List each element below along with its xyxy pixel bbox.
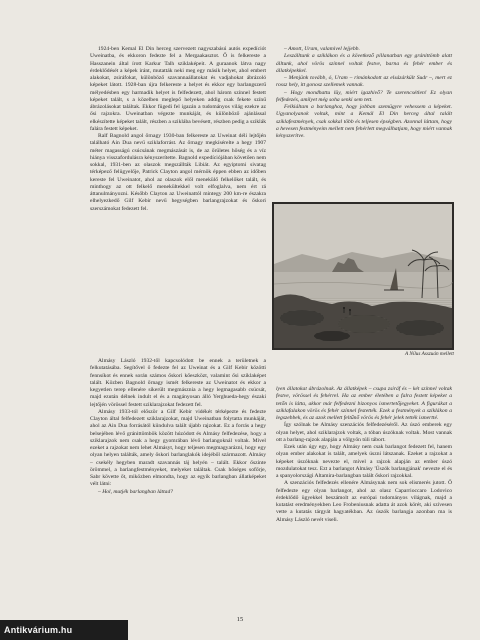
paragraph: Ralf Bagnold angol őrnagy 1930-ban felkereste az Uweinat déli lejtőjén található Ain Dua nevű sziklaforrást. Az őrnagy megkísérelte a hegy 1907 méter magasságú csúcsának megmászását is, de az őrületes hőség és a víz hiánya visszafordulásra kényszerítette. Bagnold expedíciójában követően nem sokkal, 1931-ben az olaszok megszállták Libiát. Az egyiptomi sivatag térképező felügyelője, Patrick Clayton angol mérnök éppen ebben az időben kereste fel Uweinatot, ahol az olaszok elől menekülő felkelőket talált, és minthogy az ott felkelő menekültekkel volt elfoglalva, nem ért rá áttanulmányozni. Később Clayton az Uweinattól mintegy 200 km-re északra elhelyezkedő Gilf Kebir nevű hegységben barlangrajzokat és őskori szerszámokat fedezett fel. — [90, 133, 266, 212]
paragraph: Almásy 1933-tól először a Gilf Kebir vidékét térképezte és fedezte Clayton által felfedezett sziklarajzokat, majd Uweinatban folytatta munkáját, ahol az Ain Dua forrásától kiindulva talált újabb rajzokat. Ez a forrás a hegy belsejében lévő gránittömbök között húzódott és Almásy felfedezése, hogy a sziklarajzok nem csak a hegy gyomrában lévő barlangoknál voltak. Mivel ezeket a rajzokat nem lehet Almásyt, hogy teljesen megmagyarázni, hogy egy olyan helyen találták, amely őskori barlanglakók idejéből származott. Almásy – csekély hegyben maradt szavannás táj helyén – talált. Ekkor őszinte örömmel, a barlangfestményeket, melyeket találtak. Csak hőséges sofőrje, Sabr követte őt, miközben elmondta, hogy az egyik barlangban állatképeket vélt látni: — [90, 408, 266, 488]
paragraph: A szenzációs felfedezés ellenére Almásynak nem sok elismerés jutott. Ő felfedezte egy olyan barlangot, ahol az olasz Caparrioccaro Lodovico érdeklődő ügyekkel beszámolt az európai tudományos világnak, majd a kutatást eredményekben Leo Frobeniusnak adatta át azok körét, aki szívesen vette a kutatás tárgyát hagyatékban. Az úszók barlangja azonban ma is Almásy László nevét viseli. — [276, 480, 452, 523]
text-column-left-bottom — [90, 358, 266, 600]
engraving-illustration — [272, 202, 454, 350]
paragraph: Almásy László 1932-től kapcsolódott be ennek a területnek a felkutatásába. Segítővel ő fedezte fel az Uweinat és a Gilf Kebir közötti fennsíkot és ennek során számos őskori kőeszközt, valamint ősi sziklaképet talált. Közben Bagnold őrnagy ismét felkereste az Uweinatot és ekkor a kegyetlen terep ellenére sikerült megmásznia a hegy legmagasabb csúcsát, majd ezután délnek indult el és a magányosan álló Yerghueda-hegy északi lejtőjén vörössel festett sziklarajzokat fedezett fel. — [90, 358, 266, 408]
quote-paragraph: – Amott, Uram, valamivel lejjebb. — [284, 46, 360, 52]
figure-caption: A Nílus Asszuán mellett — [405, 351, 454, 357]
paragraph: 1924-ben Kemal El Din herceg szervezett nagyszabású autós expedíciót Uweinatba, és ekkoron fedezte fel a Mergaakasztot. Ő is felkereste a Hasszanein által írott Karkur Talh sziklaképeit. A guraanok látva nagy érdeklődését a képek iránt, mutatták neki meg egy másik helyet, ahol embert alakokat, zsiráfokat, különböző szavannaállatokat és vadjahokat ábrázoló képeket látott. 1928-ban újra felkereste a helyet és ekkor egy barlangszerű mélyedésben egy harmadik helyet is felfedezett, ahol három színnel festett képeket talált, s a közelben meglepő helyeken addig csak fekete színű ábrázolásokat találtak. Ekkor fügedi fel igazán a tudományos világ ezekre az ősi rajzokra. Uweinatban végezte munkáját, és különböző ajánlással elkészítette képeket talált, részben a sziklába bevésett, részben pedig a sziklák falára festett képeket. — [90, 46, 266, 132]
text-column-left-top — [90, 46, 266, 212]
text-column-right-bottom — [276, 386, 452, 600]
quote-paragraph: Felkiáltam a barlanghoz, hogy jobban szemügyre vehessem a képeket. Ugyanolyanok voltak, mint a Kemál El Din herceg által talált sziklafestmények, csak sokkal több és teljesen épségben. Azonnal láttam, hogy a hevesen festményeim mellett nem fehérlett megválhatjam, hogy miért vannak kényszerítve. — [276, 104, 452, 139]
text-column-right-top — [276, 46, 452, 198]
paragraph: lyen állatokat ábrázolnak. Az állatképek – csupa zsiráf és – két színnel voltak festve, vörössel és fehérrel. Ha az ember életében a falra festett képeket a tetőn is látta, akkor már felfedezni bizonyos ismertetőjegyeket. A figurákat a sziklafalakon vörös és fehér színnel festették. Ezek a festmények a sziklákon a legszebbek, és az azok mellett feltűnő vörös és fehér jelek tették ismertté. — [276, 386, 452, 421]
page-number: 15 — [236, 616, 244, 623]
quote-paragraph: Leszálltunk a sziklákon és a következő pillanatban egy gránittömb alatt álltunk, ahol vörös színnel voltak festve, barna és fehér ember és állatképekkel. — [276, 53, 452, 74]
paragraph: Így szólnak be Almásy szenzációs felfedezéséről. Az úszó emberek egy olyan helyet, ahol sziklarajzok voltak, a tóban úszóknak voltak. Most vannak ott a barlang-rajzok alapján a völgyön túli tábort. — [276, 422, 452, 443]
quote-paragraph: – Menjünk tovább, ó, Uram – rimánkodott az elsázárkült Sudr –, mert ez rossz hely, itt gonosz szellemek vannak. — [276, 75, 452, 89]
nile-landscape-image — [272, 202, 454, 350]
paragraph: Ezek után úgy egy, hogy Almásy nem csak barlangot fedezett fel, hanem olyan ember alakokat is talált, amelyek úszni látszanak. Ezeket a rajzokat a képeket úszóknak nevezte el, mivel a rajzok alapján az ember úszó mozdulatokat tesz. Ezt a barlangot Almásy 'Úszók barlangjának' nevezte el és a spanyolországi Altamira-barlangban talált őskori rajzokkal. — [276, 444, 452, 479]
quote-paragraph: – Hol, mutjék barlangban láttad? — [98, 488, 174, 495]
quote-paragraph: – Hogy mondhattu lüy, miért igazhivő? Te szerencsétlen! Ez olyan felfedezés, amilyet még soha senki sem tett. — [276, 89, 452, 103]
site-watermark[interactable]: Antikvárium.hu — [0, 620, 128, 640]
